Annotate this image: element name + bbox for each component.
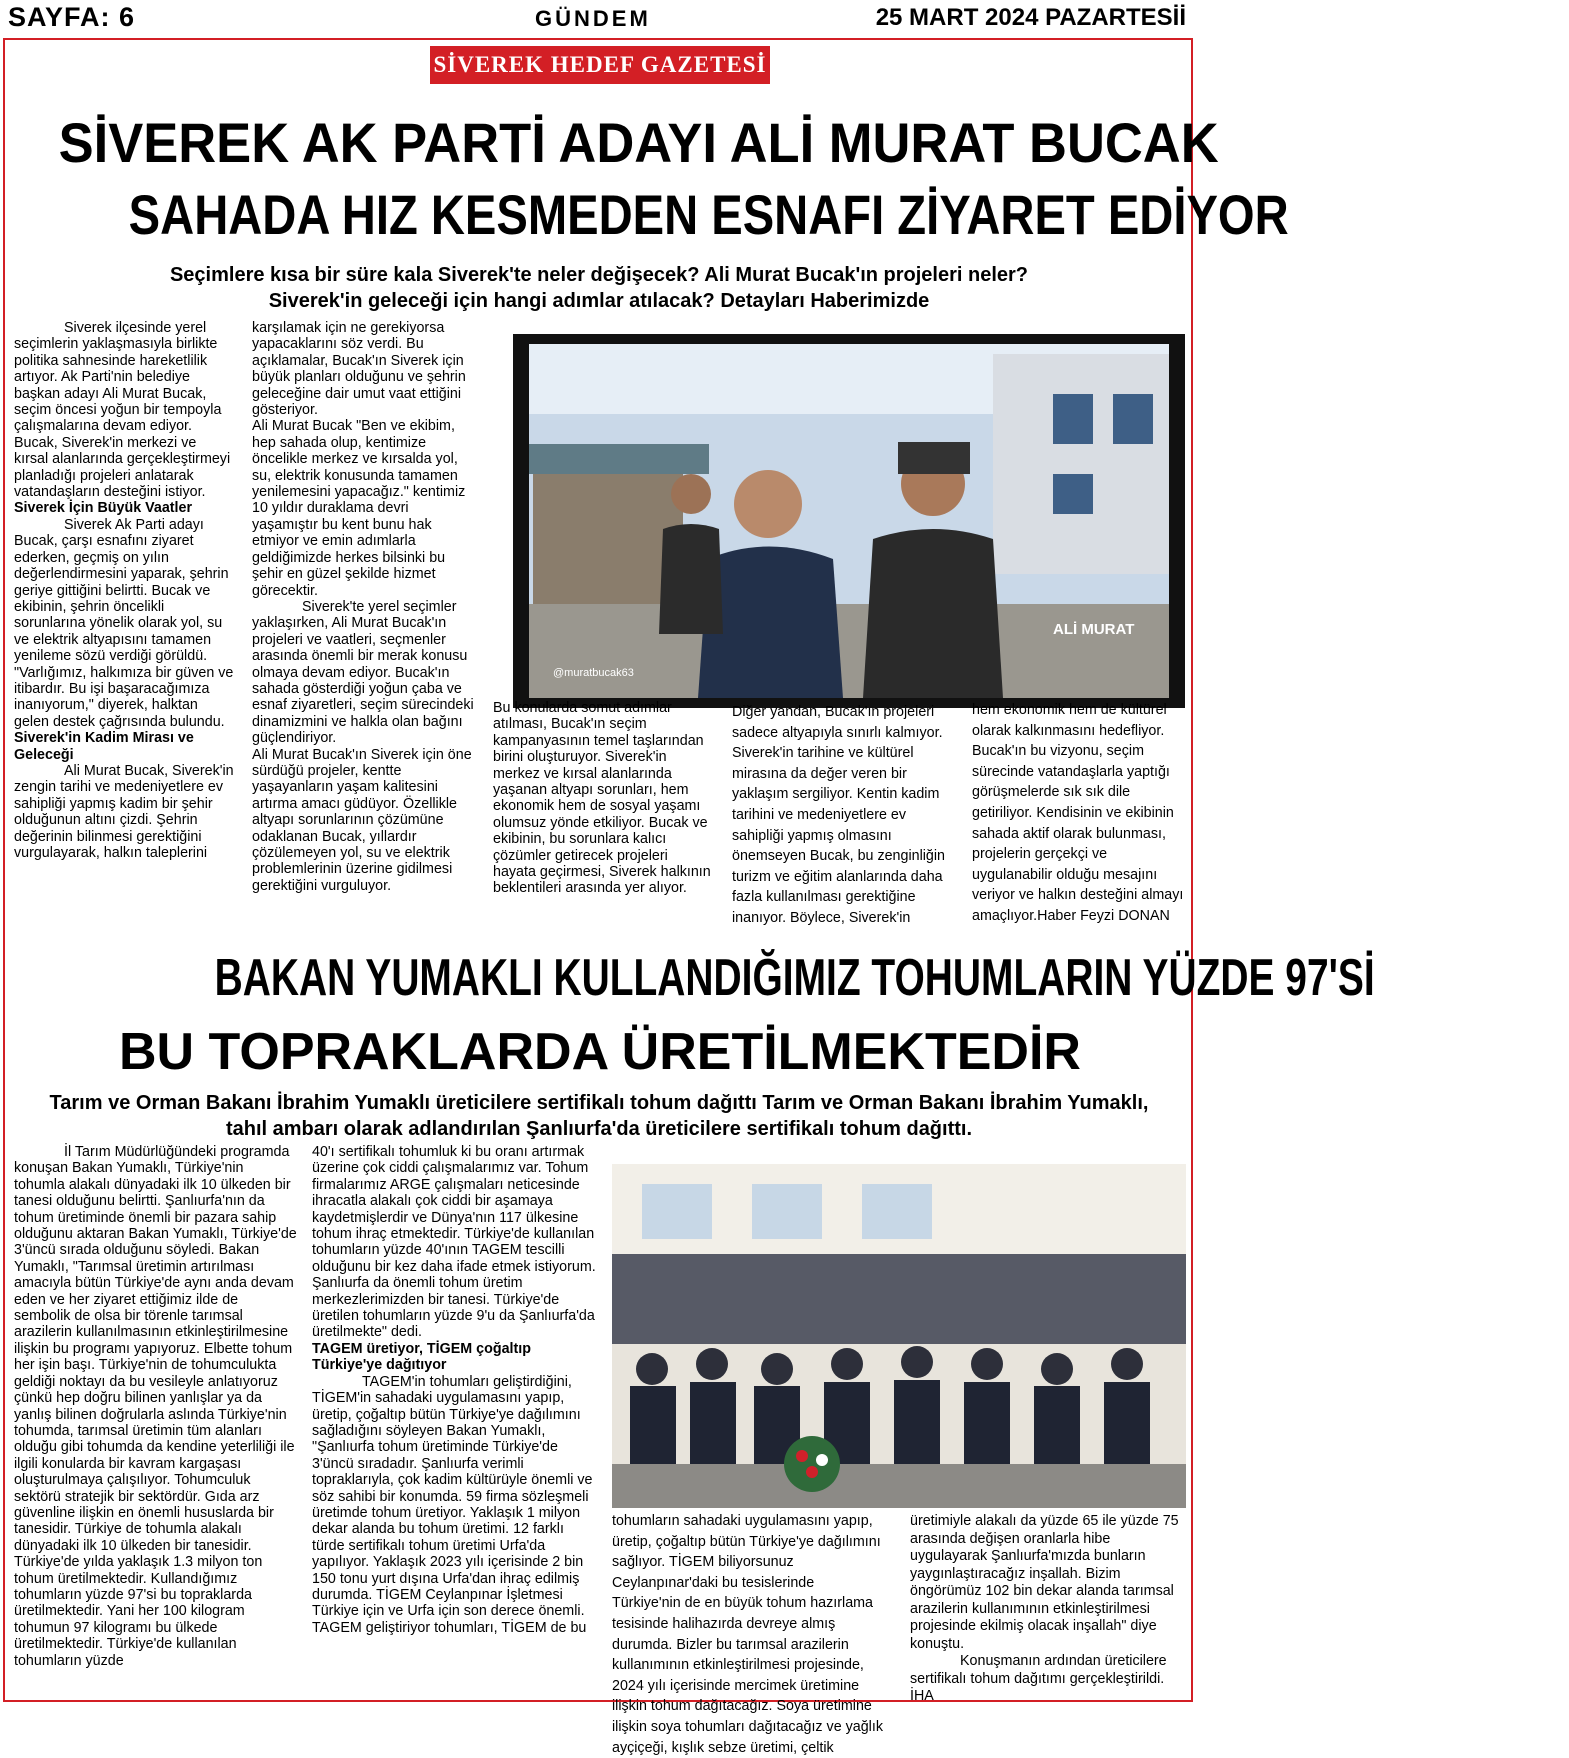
article2-paragraph: Konuşmanın ardından üreticilere sertifikalı tohum dağıtımı gerçekleştirildi. <box>910 1653 1167 1687</box>
article2-column-1 <box>14 1144 298 1669</box>
article1-paragraph: Siverek'te yerel seçimler yaklaşırken, Ali Murat Bucak'ın projeleri ve vaatleri, seçmenler arasında önemli bir merak konusu olmaya devam ediyor. Bucak'ın sahada gösterdiği yoğun çaba ve esnaf ziyaretleri, seçim sürecindeki dinamizmini ve halkla olan bağını güçlendiriyor. <box>252 598 474 747</box>
article1-headline-line1: SİVEREK AK PARTİ ADAYI ALİ MURAT BUCAK <box>58 111 1219 174</box>
article2-column-2 <box>312 1144 596 1636</box>
article1-subhead-line2: Siverek'in geleceği için hangi adımlar atılacak? Detayları Haberimizde <box>268 290 930 312</box>
article2-headline-line1: BAKAN YUMAKLI KULLANDIĞIMIZ TOHUMLARIN YÜZDE 97'Sİ <box>214 949 1375 1007</box>
issue-date: 25 MART 2024 PAZARTESİİ <box>875 4 1186 31</box>
campaign-visit-photo <box>513 334 1185 708</box>
article2-headline-line2: BU TOPRAKLARDA ÜRETİLMEKTEDİR <box>119 1023 1081 1081</box>
article1-paragraph: Siverek ilçesinde yerel seçimlerin yaklaşmasıyla birlikte politika sahnesinde hareketlilik artıyor. Ak Parti'nin belediye başkan adayı Ali Murat Bucak, seçim öncesi yoğun bir tempoyla çalışmalarına devam ediyor. Bucak, Siverek'in merkezi ve kırsal alanlarında gerçekleştirmeyi planladığı projeleri anlatarak vatandaşların desteğini istiyor. <box>14 320 231 501</box>
article1-column-5: hem ekonomik hem de kültürel olarak kalkınmasını hedefliyor. Bucak'ın bu vizyonu, seçim sürecinde vatandaşlarla yaptığı görüşmelerde sık sık dile getiriliyor. Kendisinin ve ekibinin sahada aktif olarak bulunması, projelerin gerçekçi ve uygulanabilir olduğu mesajını veriyor ve halkın desteğini almayı amaçlıyor.Haber Feyzi DONAN <box>972 702 1184 924</box>
article2-column-4 <box>910 1513 1185 1706</box>
article1-subhead-line1: Seçimlere kısa bir süre kala Siverek'te neler değişecek? Ali Murat Bucak'ın projeleri neler? <box>169 264 1029 286</box>
article2-subheading: TAGEM üretiyor, TİGEM çoğaltıp Türkiye'ye dağıtıyor <box>312 1340 531 1374</box>
article1-paragraph: karşılamak için ne gerekiyorsa yapacaklarını söz verdi. Bu açıklamalar, Bucak'ın Siverek için büyük planları olduğunu ve şehrin geleceğine dair umut vaat ettiğini gösteriyor. <box>252 320 466 419</box>
article2-subhead-line1: Tarım ve Orman Bakanı İbrahim Yumaklı üreticilere sertifikalı tohum dağıttı Tarım ve Orman Bakanı İbrahim Yumaklı, <box>49 1092 1149 1114</box>
article2-subhead-line2: tahıl ambarı olarak adlandırılan Şanlıurfa'da üreticilere sertifikalı tohum dağıttı. <box>225 1118 973 1140</box>
article1-paragraph: Ali Murat Bucak'ın Siverek için öne sürdüğü projeler, kentte yaşayanların yaşam kalitesini artırma amacı güdüyor. Özellikle altyapı sorunlarının çözümüne odaklanan Bucak, yıllardır çözülemeyen yol, su ve elektrik problemlerinin üzerine gidilmesi gerektiğini vurguluyor. <box>252 746 472 894</box>
section-name: GÜNDEM <box>535 6 651 31</box>
newspaper-banner: SİVEREK HEDEF GAZETESİ <box>430 46 770 84</box>
article1-paragraph: Ali Murat Bucak, Siverek'in zengin tarihi ve medeniyetlere ev sahipliği yapmış kadim bir şehir olduğunun altını çizdi. Şehrin değerinin bilinmesi gerektiğini vurgulayarak, halkın taleplerini <box>14 762 234 861</box>
article1-paragraph: Siverek Ak Parti adayı Bucak, çarşı esnafını ziyaret ederken, geçmiş on yılın değerlendirmesini yaparak, şehrin geriye gittiğini belirtti. Bucak ve ekibinin, şehrin öncelikli sorunlarına yönelik olarak yol, su ve elektrik altyapısını tamamen yenileme sözü verdiği görüldü. "Varlığımız, halkımıza bir güven ve itibardır. Bu işi başaracağımıza inanıyorum," diyerek, halktan gelen destek çağrısında bulundu. <box>14 516 234 730</box>
article1-headline-line2: SAHADA HIZ KESMEDEN ESNAFI ZİYARET EDİYOR <box>128 183 1289 246</box>
article2-paragraph: 40'ı sertifikalı tohumluk ki bu oranı artırmak üzerine çok ciddi çalışmalarımız var. Tohum firmalarımız ARGE çalışmaları neticesinde ihracatla alakalı çok ciddi bir aşamaya kaydetmişlerdir ve Dünya'nın 117 ülkesine tohum ihraç etmektedir. Türkiye'de kullanılan tohumların yüzde 40'ının TAGEM tescilli olduğunu bir kez daha ifade etmek istiyorum. Şanlıurfa da önemli tohum üretim merkezlerimizden bir tanesi. Türkiye'de üretilen tohumların yüzde 9'u da Şanlıurfa'da üretilmekte" dedi. <box>312 1144 596 1341</box>
article1-paragraph: Ali Murat Bucak "Ben ve ekibim, hep sahada olup, kentimize öncelikle merkez ve kırsalda yol, su, elektrik konusunda tamamen yenilemesini yapacağız." kentimiz 10 yıldır duraklama devri yaşamıştır bu kent bunu hak etmiyor ve emin adımlarla geldiğimizde herkes bilsinki bu şehir en güzel şekilde hizmet görecektir. <box>252 418 466 599</box>
article1-column-3: Bu konularda somut adımlar atılması, Bucak'ın seçim kampanyasının temel taşlarından birini oluşturuyor. Siverek'in merkez ve kırsal alanlarında yaşanan altyapı sorunları, hem ekonomik hem de sosyal yaşamı olumsuz yönde etkiliyor. Bucak ve ekibinin, bu sorunlara kalıcı çözümler getirecek projeleri hayata geçirmesi, Siverek halkının beklentileri arasında yer alıyor. <box>493 700 711 897</box>
page-number: SAYFA: 6 <box>8 2 136 32</box>
photo-handle-text: @muratbucak63 <box>553 667 634 679</box>
article2-photo <box>612 1164 1186 1508</box>
article1-column-2 <box>252 320 474 894</box>
article2-subhead <box>14 1090 1184 1142</box>
article1-subheading: Siverek'in Kadim Mirası ve Geleceği <box>14 730 194 763</box>
article1-column-4: Diğer yandan, Bucak'ın projeleri sadece altyapıyla sınırlı kalmıyor. Siverek'in tarihine ve kültürel mirasına da değer veren bir yaklaşım sergiliyor. Kentin kadim tarihini ve medeniyetlere ev sahipliği yapmış olmasını önemseyen Bucak, bu zenginliğin turizm ve eğitim alanlarında daha fazla kullanılması gerektiğine inanıyor. Böylece, Siverek'in <box>732 704 946 926</box>
article2-column-3: tohumların sahadaki uygulamasını yapıp, üretip, çoğaltıp bütün Türkiye'ye dağılımını sağlıyor. TİGEM biliyorsunuz Ceylanpınar'daki bu tesislerinde Türkiye'nin de en büyük tohum hazırlama tesisinde halihazırda devreye almış durumda. Bizler bu tarımsal arazilerin kullanımının etkinleştirilmesi projesinde, 2024 yılı içerisinde mercimek üretimine ilişkin tohum dağıtacağız. Soya üretimine ilişkin soya tohumları dağıtacağız ve yağlık ayçiçeği, kışlık sebze üretimi, çeltik <box>612 1513 883 1756</box>
photo-overlay-text: ALİ MURAT <box>1053 621 1135 638</box>
article2-paragraph: TAGEM'in tohumları geliştirdiğini, TİGEM'in sahadaki uygulamasını yapıp, üretip, çoğaltıp bütün Türkiye'ye dağılımını sağladığını söyleyen Bakan Yumaklı, "Şanlıurfa tohum üretiminde Türkiye'de 3'üncü sıradadır. Şanlıurfa verimli topraklarıyla, çok kadim kültürüyle önemli ve söz sahibi bir konumda. 59 firma sözleşmeli üretimde tohum üretiyor. Yaklaşık 1 milyon dekar alanda bu tohum üretimi. 12 farklı türde sertifikalı tohum üretimi Urfa'da yapılıyor. Yaklaşık 2023 yılı içerisinde 2 bin 150 tonu yurt dışına Urfa'dan ihraç edilmiş durumda. TİGEM Ceylanpınar İşletmesi Türkiye için ve Urfa için son derece önemli. TAGEM geliştiriyor tohumları, TİGEM de bu <box>312 1373 593 1636</box>
article1-subhead <box>14 262 1184 314</box>
page-header <box>0 0 1200 36</box>
article2-credit: İHA <box>910 1688 934 1704</box>
article2-paragraph: üretimiyle alakalı da yüzde 65 ile yüzde 75 arasında değişen oranlarla hibe uygulayarak Şanlıurfa'mızda bunların yaygınlaştıracağız inşallah. Bizim öngörümüz 102 bin dekar alanda tarımsal arazilerin kullanımının etkinleştirilmesi projesinde ekilmiş olacak inşallah" diye konuştu. <box>910 1513 1179 1652</box>
article1-photo <box>513 334 1185 708</box>
article1-column-1 <box>14 320 234 861</box>
article2-paragraph: İl Tarım Müdürlüğündeki programda konuşan Bakan Yumaklı, Türkiye'nin tohumla alakalı dünyadaki ilk 10 ülkeden bir tanesi olduğunu belirtti. Şanlıurfa'nın da tohum üretiminde önemli bir pazara sahip olduğunu aktaran Bakan Yumaklı, Türkiye'de 3'üncü sırada olduğunu söyledi. Bakan Yumaklı, "Tarımsal üretimin artırılması amacıyla bütün Türkiye'de aynı anda devam eden ve her ziyaret ettiğimiz ilde de sembolik de olsa bir törenle tarımsal arazilerin kullanılmasının etkinleştirilmesine ilişkin bu programı yapıyoruz. Elbette tohum her işin başı. Türkiye'nin de tohumculukta geldiği noktayı da bu vesileyle anlatıyoruz çünkü hep doğru bilinen yanlışlar ya da yanlış bilinen doğrularla aslında Türkiye'nin tohumda, tarımsal üretimin tüm alanları olduğu gibi tohumda da kendine yeterliliği ile ilgili konularda bir kavram kargaşası oluşturulmaya çalışılıyor. Tohumculuk sektörü stratejik bir sektördür. Gıda arz güvenline ilişkin en önemli hususlarda bir tanesidir. Türkiye de tohumla alakalı dünyadaki ilk 10 ülkeden bir tanesidir. Türkiye'de yılda yaklaşık 1.3 milyon ton tohum üretilmektedir. Kullandığımız tohumların yüzde 97'si bu topraklarda üretilmektedir. Yani her 100 kilogram tohumun 97 kilogramı bu ülkede üretilmektedir. Türkiye'de kullanılan tohumların yüzde <box>14 1144 297 1669</box>
ceremony-photo <box>612 1164 1186 1508</box>
article1-subheading: Siverek İçin Büyük Vaatler <box>14 500 193 517</box>
